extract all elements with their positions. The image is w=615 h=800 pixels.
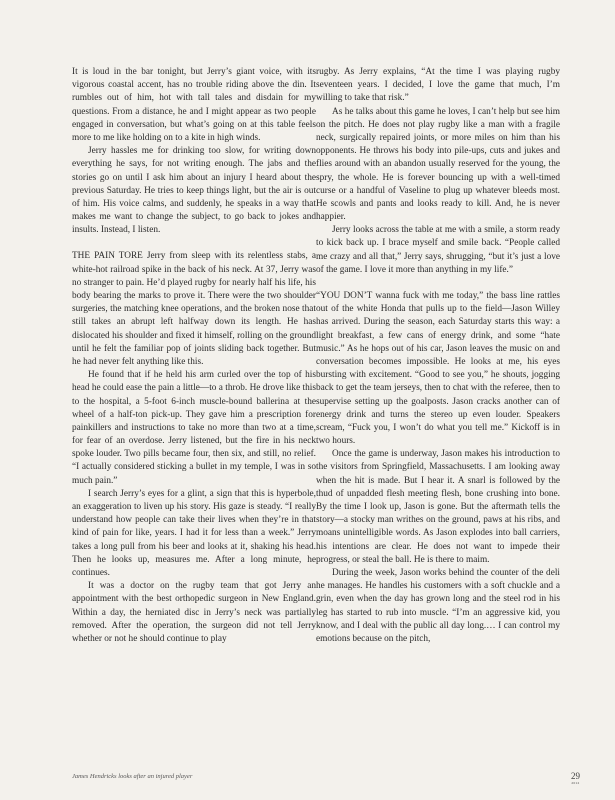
paragraph: “YOU DON’T wanna fuck with me today,” the bass line rattles out of the white Honda that pulls up to the field—Jason Willey has arrived. During the season, each Saturday starts this way: a light breakfast, a few cans of energy drink, and some “hate music.” As he hops out of his car, Jason leaves the music on and conversation becomes impossible. He looks at me, his eyes bursting with excitement. “Good to see you,” he shouts, jogging back to get the team jerseys, then to chat with the referee, then to supervise setting up the goalposts. Jason cracks another can of energy drink and turns the stereo up even louder. Speakers scream, “Fuck you, I won’t do what you tell me.” Kickoff is in two hours. <box>316 291 560 447</box>
paragraph: Once the game is underway, Jason makes his introduction to the visitors from Springfield, Massachusetts. I am looking away when the hit is made. But I hear it. A snarl is followed by the thud of unpadded flesh meeting flesh, bone crushing into bone. By the time I look up, Jason is gone. But the aftermath tells the story—a stocky man writhes on the ground, paws at his ribs, and moans unintelligible words. As Jason explodes into ball carriers, his intentions are clear. He does not want to impede their progress, or steal the ball. He is there to maim. <box>316 449 560 565</box>
paragraph: It is loud in the bar tonight, but Jerry’s giant voice, with its vigorous coastal accent, has no trouble riding above the din. It rumbles out of him, hot with tall tales and disdain for my questions. From a distance, he and I might appear as two people engaged in conversation, but what’s going on at this table feels more to me like holding on to a kite in high winds. <box>72 67 316 143</box>
paragraph: THE PAIN TORE Jerry from sleep with its relentless stabs, a white-hot railroad spike in the back of his neck. At 37, Jerry was no stranger to pain. He’d played rugby for nearly half his life, his body bearing the marks to prove it. There were the two shoulder surgeries, the matching knee operations, and the broken nose that still takes an abrupt left halfway down its length. He has dislocated his shoulder and fixed it himself, rolling on the ground until he felt the familiar pop of joints sliding back together. But he had never felt anything like this. <box>72 251 316 367</box>
paragraph: Jerry looks across the table at me with a smile, a storm ready to kick back up. I brace myself and smile back. “People called me crazy and all that,” Jerry says, shrugging, “but it’s just a love of the game. I love it more than anything in my life.” <box>316 225 560 275</box>
paragraph: I search Jerry’s eyes for a glint, a sign that this is hyperbole, an exaggeration to liven up his story. His gaze is steady. “I really understand how people can take their lives when they’re in that kind of pain for like, years. I had it for less than a week.” Jerry takes a long pull from his beer and looks at it, shaking his head. Then he looks up, measures me. After a long minute, he continues. <box>72 488 316 578</box>
paragraph: As he talks about this game he loves, I can’t help but see him on the pitch. He does not play rugby like a man with a fragile neck, surgically repaired joints, or more miles on him than his opponents. He throws his body into pile-ups, cuts and jukes and flies around with an abandon usually reserved for the young, the spry, the whole. He is forever bouncing up with a well-timed curse or a handful of Vaseline to plug up whatever bleeds most. He scowls and pants and looks ready to kill. And, he is never happier. <box>316 106 560 223</box>
left-column <box>72 66 316 646</box>
photo-caption: James Hendricks looks after an injured player <box>72 773 193 780</box>
page-number <box>571 772 580 785</box>
page-number-year: 2012 <box>571 781 580 785</box>
paragraph: He found that if he held his arm curled over the top of his head he could ease the pain a little—to a throb. He drove like this to the hospital, a 5-foot 6-inch muscle-bound ballerina at the wheel of a half-ton pick-up. They gave him a prescription for painkillers and instructions to take no more than two at a time, for fear of an overdose. Jerry listened, but the fire in his neck spoke louder. Two pills became four, then six, and still, no relief. “I actually considered sticking a bullet in my temple, I was in so much pain.” <box>72 370 316 486</box>
paragraph: Jerry hassles me for drinking too slow, for writing down everything he says, for not writing enough. The jabs and the stories go on until I ask him about an injury I heard about the previous Saturday. He tries to keep things light, but the air is out of him. His voice calms, and suddenly, he speaks in a way that makes me want to change the subject, to go back to jokes and insults. Instead, I listen. <box>72 146 316 236</box>
page-number-value: 29 <box>571 771 580 781</box>
paragraph: During the week, Jason works behind the counter of the deli he manages. He handles his customers with a soft chuckle and a grin, even when the day has grown long and the steel rod in his leg has started to rub into muscle. “I’m an aggressive kid, you know, and I deal with the public all day long.… I can control my emotions because on the pitch, <box>316 567 560 644</box>
paragraph: rugby. As Jerry explains, “At the time I was playing rugby seventeen years. I decided, I love the game that much, I’m willing to take that risk.” <box>316 67 560 104</box>
paragraph: It was a doctor on the rugby team that got Jerry an appointment with the best orthopedic surgeon in New England. Within a day, the herniated disc in Jerry’s neck was partially removed. After the operation, the surgeon did not tell Jerry whether or not he should continue to play <box>72 581 316 644</box>
right-column <box>316 66 560 646</box>
